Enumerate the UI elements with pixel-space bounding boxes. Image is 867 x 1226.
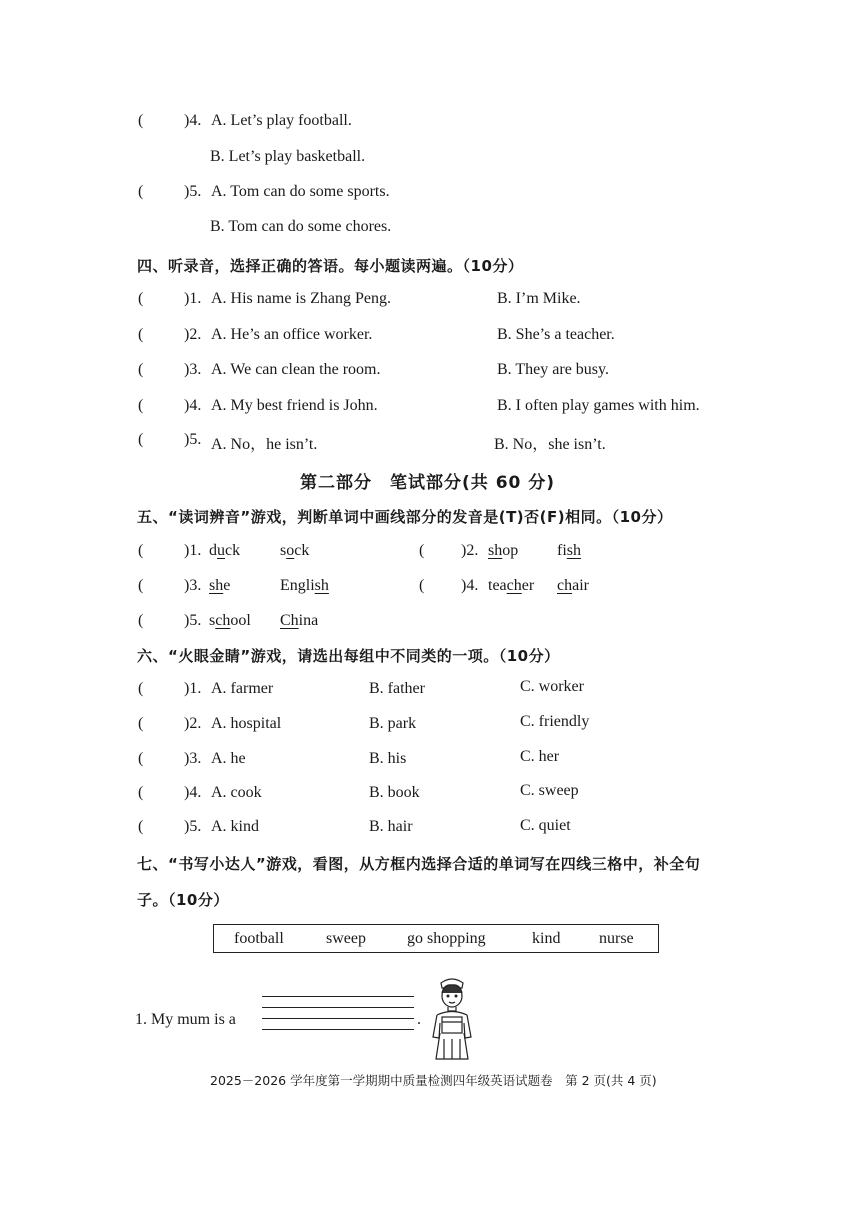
option-b: B. I often play games with him.	[497, 397, 700, 414]
option-c: C. worker	[520, 678, 584, 695]
item-number: )5.	[184, 818, 202, 835]
answer-paren: (	[138, 397, 144, 414]
part2-title: 第二部分 笔试部分(共 60 分)	[300, 473, 556, 493]
item-number: )1.	[184, 290, 202, 307]
answer-paren: (	[138, 112, 144, 129]
item-number: )4.	[461, 577, 479, 594]
item-number: )5.	[184, 431, 202, 448]
underlined-letters: u	[217, 542, 225, 559]
option-b: B. father	[369, 680, 425, 697]
answer-paren: (	[138, 715, 144, 732]
nurse-illustration	[424, 975, 480, 1061]
underlined-letters: sh	[314, 577, 329, 594]
underlined-letters: sh	[566, 542, 582, 559]
answer-paren: (	[138, 431, 144, 448]
option-a: A. kind	[211, 818, 259, 835]
option-a: A. Let’s play football.	[211, 112, 352, 129]
answer-paren: (	[138, 290, 144, 307]
option-a: A. We can clean the room.	[211, 361, 381, 378]
item-number: )3.	[184, 577, 202, 594]
item-number: )4.	[184, 112, 202, 129]
word-1: shop	[488, 542, 519, 559]
option-b: B. She’s a teacher.	[497, 326, 615, 343]
item-number: )2.	[184, 715, 202, 732]
option-a: A. My best friend is John.	[211, 397, 378, 414]
word-bank-item: nurse	[599, 930, 634, 947]
word-1: teacher	[488, 577, 535, 594]
word-bank-item: go shopping	[407, 930, 486, 947]
option-b: B. book	[369, 784, 420, 801]
section6-heading: 六、“火眼金睛”游戏，请选出每组中不同类的一项。（10分）	[137, 647, 560, 665]
item-number: )5.	[184, 612, 202, 629]
option-c: C. her	[520, 748, 560, 765]
answer-paren: (	[138, 577, 144, 594]
option-b: B. No，she isn’t.	[494, 436, 606, 453]
word-1: she	[209, 577, 231, 594]
option-a: A. cook	[211, 784, 262, 801]
item-number: )3.	[184, 750, 202, 767]
underlined-letters: ch	[215, 612, 231, 629]
option-b: B. park	[369, 715, 417, 732]
word-1: duck	[209, 542, 241, 559]
option-a: A. farmer	[211, 680, 274, 697]
option-c: C. friendly	[520, 713, 590, 730]
item-number: )3.	[184, 361, 202, 378]
underlined-letters: Ch	[280, 612, 299, 629]
option-b: B. I’m Mike.	[497, 290, 581, 307]
word-bank-box	[213, 924, 659, 953]
answer-paren: (	[138, 784, 144, 801]
word-2: sock	[280, 542, 310, 559]
underlined-letters: ch	[557, 577, 573, 594]
item-number: )5.	[184, 183, 202, 200]
option-b: B. his	[369, 750, 407, 767]
answer-paren: (	[138, 326, 144, 343]
answer-paren: (	[138, 680, 144, 697]
underlined-letters: sh	[209, 577, 224, 594]
underlined-letters: ch	[506, 577, 522, 594]
answer-paren: (	[138, 818, 144, 835]
item-number: )2.	[461, 542, 479, 559]
answer-paren: (	[138, 612, 144, 629]
option-a: A. His name is Zhang Peng.	[211, 290, 391, 307]
section5-heading: 五、“读词辨音”游戏，判断单词中画线部分的发音是(T)否(F)相同。（10分）	[137, 508, 673, 526]
option-a: A. he	[211, 750, 246, 767]
option-b: B. They are busy.	[497, 361, 609, 378]
answer-paren: (	[138, 183, 144, 200]
underlined-letters: sh	[488, 542, 503, 559]
section7-heading: 七、“书写小达人”游戏，看图，从方框内选择合适的单词写在四线三格中，补全句	[137, 855, 701, 873]
word-bank-item: sweep	[326, 930, 366, 947]
underlined-letters: o	[286, 542, 295, 559]
section4-heading: 四、听录音，选择正确的答语。每小题读两遍。（10分）	[137, 257, 524, 275]
option-b: B. Let’s play basketball.	[210, 148, 366, 165]
word-2: chair	[557, 577, 589, 594]
answer-paren: (	[138, 361, 144, 378]
option-c: C. sweep	[520, 782, 579, 799]
item-number: )2.	[184, 326, 202, 343]
answer-paren: (	[419, 577, 425, 594]
word-2: China	[280, 612, 319, 629]
option-a: A. hospital	[211, 715, 282, 732]
section7-heading-cont: 子。（10分）	[137, 891, 229, 909]
word-bank-item: football	[234, 930, 284, 947]
word-2: fish	[557, 542, 582, 559]
item-number: )4.	[184, 397, 202, 414]
answer-paren: (	[138, 750, 144, 767]
q1-prefix: 1. My mum is a	[135, 1011, 236, 1028]
word-bank-item: kind	[532, 930, 561, 947]
option-a: A. He’s an office worker.	[211, 326, 373, 343]
word-2: English	[280, 577, 329, 594]
option-a: A. No，he isn’t.	[211, 436, 318, 453]
option-c: C. quiet	[520, 817, 571, 834]
word-1: school	[209, 612, 251, 629]
answer-paren: (	[138, 542, 144, 559]
four-line-writing-grid[interactable]	[262, 996, 414, 1030]
item-number: )1.	[184, 680, 202, 697]
q1-suffix: .	[417, 1011, 421, 1028]
option-a: A. Tom can do some sports.	[211, 183, 390, 200]
item-number: )4.	[184, 784, 202, 801]
page-footer: 2025－2026 学年度第一学期期中质量检测四年级英语试题卷 第 2 页(共 4 页)	[210, 1073, 657, 1088]
item-number: )1.	[184, 542, 202, 559]
option-b: B. hair	[369, 818, 413, 835]
option-b: B. Tom can do some chores.	[210, 218, 392, 235]
answer-paren: (	[419, 542, 425, 559]
